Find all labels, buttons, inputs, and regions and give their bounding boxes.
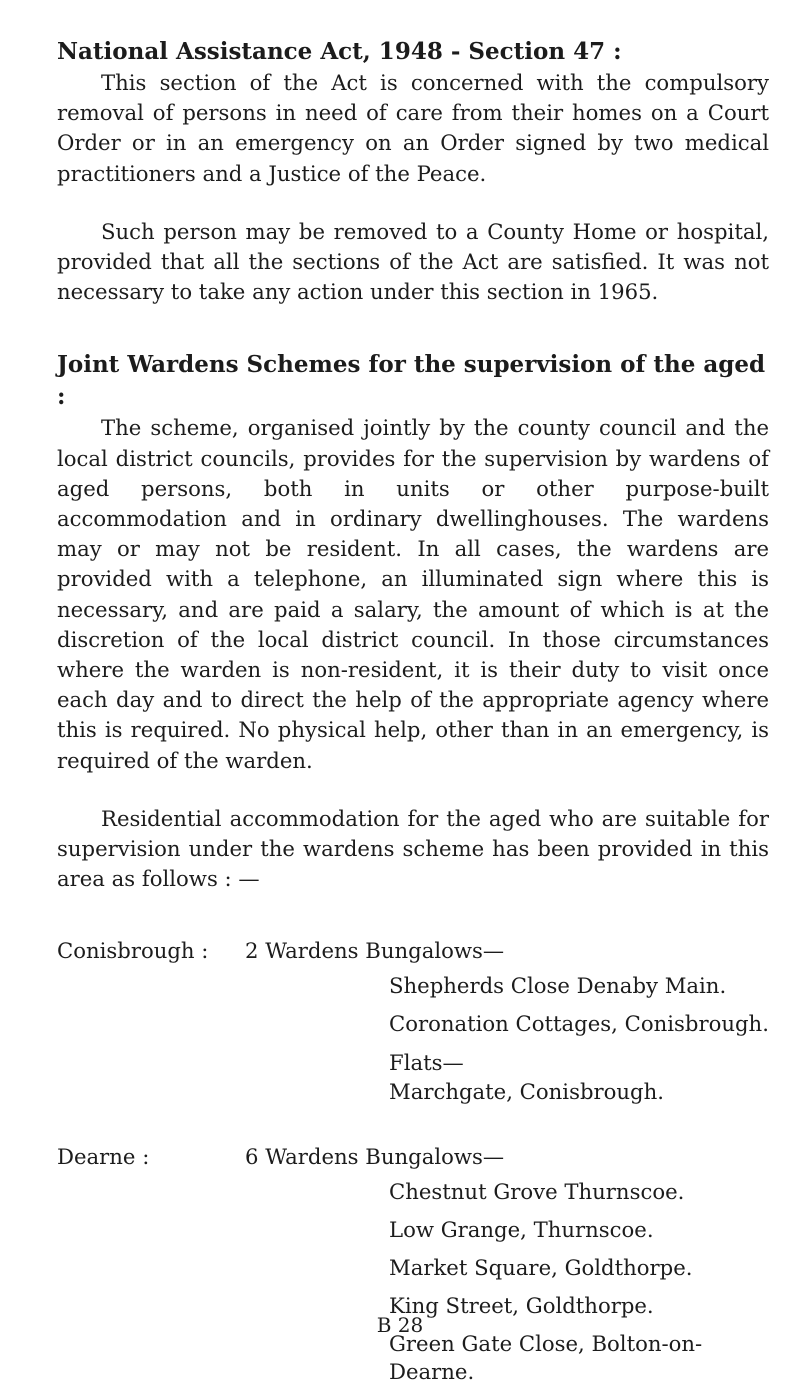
list-item: Shepherds Close Denaby Main. [389,973,727,999]
section-heading-national-assistance-act: National Assistance Act, 1948 - Section 47 : [57,38,622,65]
list-item: King Street, Goldthorpe. [389,1293,654,1319]
group-title: Bungalows— [365,938,505,964]
document-page [57,36,769,1396]
group-title: Bungalows— [365,1144,505,1170]
paragraph-county-home: Such person may be removed to a County Home or hospital, provided that all the sections of the Act are satisfied. It was not necessary to take any action under this section in 1965. [57,218,769,305]
district-conisbrough [57,936,769,1106]
page-number: B 28 [376,1313,424,1337]
paragraph-residential-accommodation: Residential accommodation for the aged who are suitable for supervision under the wardens scheme has been provided in this area as follows : — [57,805,769,892]
paragraph-scheme-description: The scheme, organised jointly by the county council and the local district councils, provides for the supervision by wardens of aged persons, both in units or other purpose-built accommodation and in ordinary dwellinghouses. The wardens may or may not be resident. In all cases, the wardens are provided with a telephone, an illuminated sign where this is necessary, and are paid a salary, the amount of which is at the discretion of the local district council. In those circumstances where the warden is non-resident, it is their duty to visit once each day and to direct the help of the appropriate agency where this is required. No physical help, other than in an emergency, is required of the warden. [57,415,769,773]
list-item: Coronation Cottages, Conisbrough. [389,1011,769,1037]
section-heading-joint-wardens: Joint Wardens Schemes for the supervision of the aged : [57,351,766,411]
wardens-count: 2 Wardens [245,938,359,964]
list-item: Marchgate, Conisbrough. [389,1079,664,1105]
group-title: Flats— [389,1050,464,1076]
list-item: Green Gate Close, Bolton-on-Dearne. [389,1331,703,1385]
wardens-count: 6 Wardens [245,1144,359,1170]
list-item: Chestnut Grove Thurnscoe. [389,1179,685,1205]
paragraph-compulsory-removal: This section of the Act is concerned with the compulsory removal of persons in need of care from their homes on a Court Order or in an emergency on an Order signed by two medical practitioners and a Justice of the Peace. [57,70,769,186]
district-name: Dearne : [57,1144,150,1170]
list-item: Low Grange, Thurnscoe. [389,1217,654,1243]
district-name: Conisbrough : [57,938,209,964]
list-item: Market Square, Goldthorpe. [389,1255,693,1281]
district-dearne [57,1142,769,1386]
